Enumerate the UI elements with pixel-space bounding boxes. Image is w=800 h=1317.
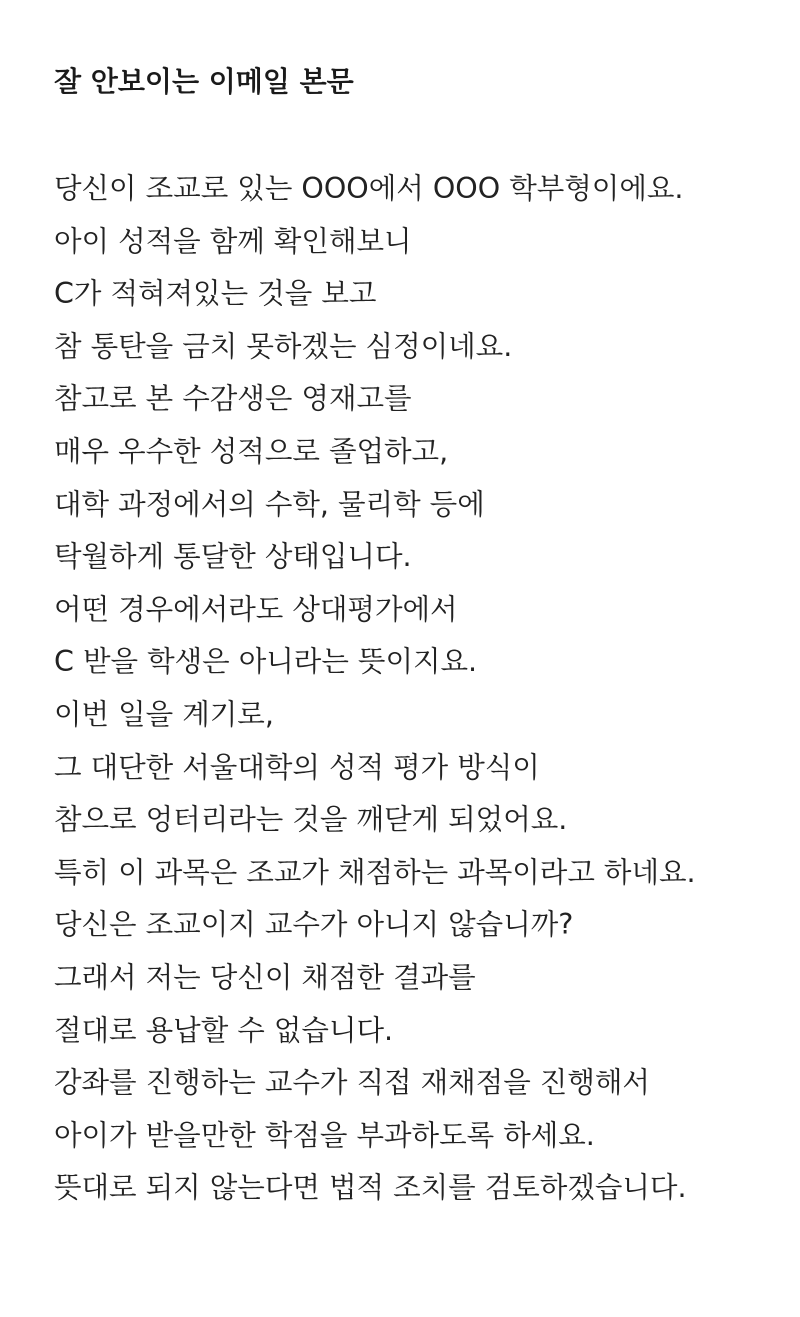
body-line: 이번 일을 계기로, (54, 697, 274, 731)
body-line: 참으로 엉터리라는 것을 깨닫게 되었어요. (54, 803, 568, 837)
email-body (54, 163, 696, 1215)
body-line: 당신은 조교이지 교수가 아니지 않습니까? (54, 908, 574, 942)
body-line: 참고로 본 수감생은 영재고를 (54, 382, 412, 416)
body-line: 그 대단한 서울대학의 성적 평가 방식이 (54, 750, 540, 784)
body-line: 그래서 저는 당신이 채점한 결과를 (54, 960, 476, 994)
body-line: 아이 성적을 함께 확인해보니 (54, 224, 412, 258)
body-line: C 받을 학생은 아니라는 뜻이지요. (54, 645, 478, 679)
body-line: 당신이 조교로 있는 OOO에서 OOO 학부형이에요. (54, 172, 684, 205)
body-line: 강좌를 진행하는 교수가 직접 재채점을 진행해서 (54, 1066, 650, 1100)
body-line: 뜻대로 되지 않는다면 법적 조치를 검토하겠습니다. (54, 1171, 687, 1205)
body-line: 특히 이 과목은 조교가 채점하는 과목이라고 하네요. (54, 855, 696, 889)
body-line: 어떤 경우에서라도 상대평가에서 (54, 592, 458, 626)
body-line: 대학 과정에서의 수학, 물리학 등에 (54, 487, 485, 521)
body-line: 탁월하게 통달한 상태입니다. (54, 540, 412, 574)
body-line: 아이가 받을만한 학점을 부과하도록 하세요. (54, 1118, 595, 1152)
body-line: 절대로 용납할 수 없습니다. (54, 1013, 394, 1047)
body-line: C가 적혀져있는 것을 보고 (54, 277, 377, 311)
body-line: 참 통탄을 금치 못하겠는 심정이네요. (54, 329, 513, 363)
document-title: 잘 안보이는 이메일 본문 (54, 65, 354, 98)
body-line: 매우 우수한 성적으로 졸업하고, (54, 434, 449, 468)
